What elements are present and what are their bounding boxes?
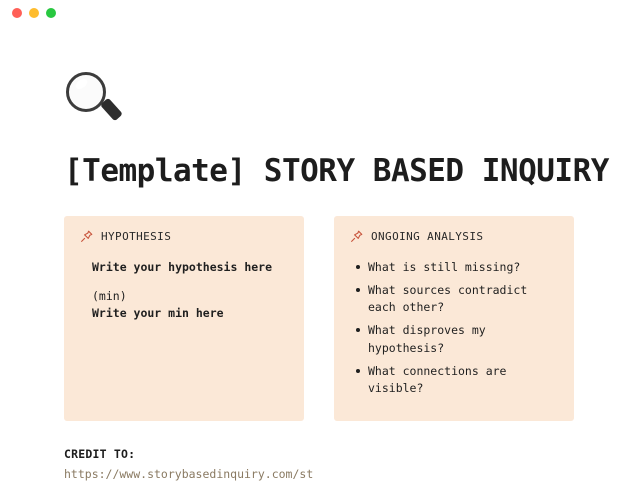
- list-item[interactable]: What is still missing?: [368, 259, 556, 276]
- hypothesis-card-header: [80, 230, 286, 243]
- hypothesis-line-4[interactable]: Write your min here: [92, 305, 224, 320]
- hypothesis-card-title: HYPOTHESIS: [101, 229, 172, 243]
- credit-label: CREDIT TO:: [64, 447, 136, 462]
- ongoing-analysis-card-title: ONGOING ANALYSIS: [371, 229, 484, 243]
- close-window-button[interactable]: [12, 8, 22, 18]
- credit-block: [64, 447, 576, 481]
- cards-row: [64, 216, 576, 422]
- magnifying-glass-icon[interactable]: [64, 70, 122, 128]
- pushpin-icon: [350, 230, 363, 243]
- pushpin-icon: [80, 230, 93, 243]
- hypothesis-line-1[interactable]: Write your hypothesis here: [92, 259, 273, 274]
- maximize-window-button[interactable]: [46, 8, 56, 18]
- hypothesis-card-body: [80, 259, 286, 322]
- list-item[interactable]: What sources contradict each other?: [368, 282, 556, 317]
- page-title[interactable]: [Template] STORY BASED INQUIRY: [64, 153, 609, 189]
- ongoing-analysis-card-header: [350, 230, 556, 243]
- list-item[interactable]: What disproves my hypothesis?: [368, 322, 556, 357]
- magnifier-lens: [66, 72, 106, 112]
- hypothesis-card[interactable]: [64, 216, 304, 422]
- credit-link[interactable]: https://www.storybasedinquiry.com/st: [64, 467, 314, 481]
- cover-icon-area: [64, 70, 576, 132]
- hypothesis-spacer: [92, 275, 286, 288]
- hypothesis-line-3[interactable]: (min): [92, 289, 127, 304]
- document-page: [0, 70, 640, 481]
- ongoing-analysis-card[interactable]: [334, 216, 574, 422]
- window-controls: [12, 8, 56, 18]
- window-titlebar: [0, 0, 640, 26]
- list-item[interactable]: What connections are visible?: [368, 363, 556, 398]
- ongoing-analysis-list: [350, 259, 556, 398]
- minimize-window-button[interactable]: [29, 8, 39, 18]
